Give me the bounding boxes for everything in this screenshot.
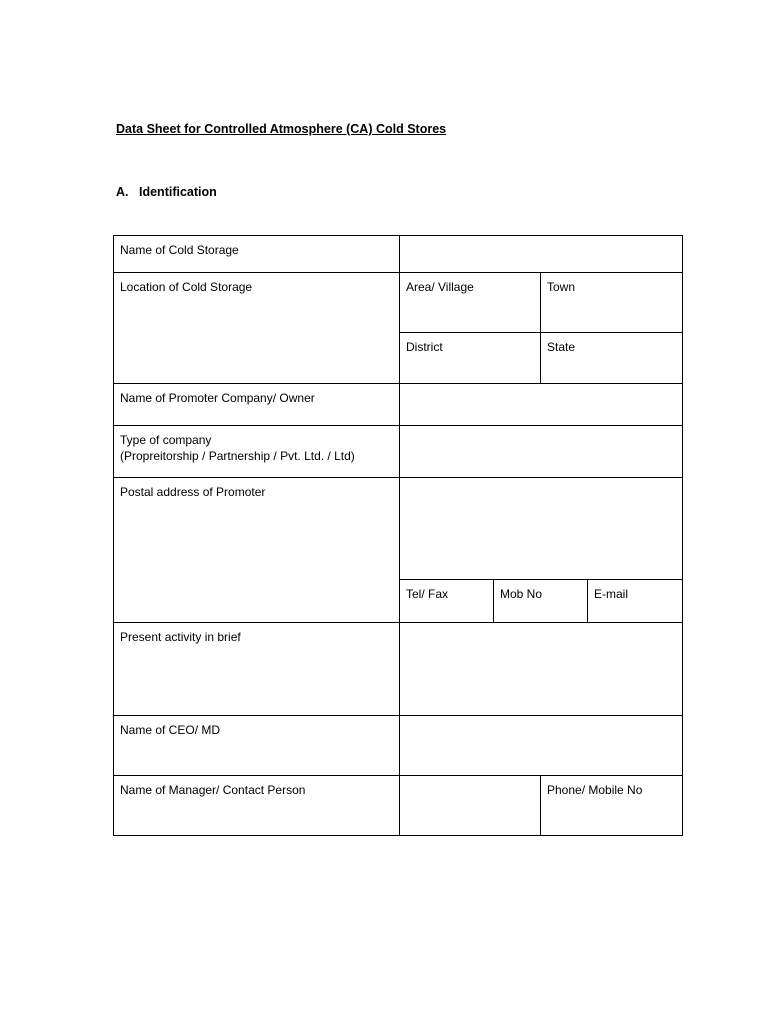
label-tel-fax: Tel/ Fax (406, 587, 449, 601)
promoter-name-field[interactable] (400, 384, 683, 426)
section-title: Identification (139, 185, 217, 199)
row-location-1 (114, 273, 683, 333)
phone-mobile-field[interactable] (541, 776, 683, 836)
present-activity-field[interactable] (400, 623, 683, 716)
label-cold-storage-name: Name of Cold Storage (114, 236, 400, 273)
label-manager-contact: Name of Manager/ Contact Person (114, 776, 400, 836)
section-number: A. (116, 185, 129, 199)
district-field[interactable] (400, 333, 541, 384)
row-cold-storage-name (114, 236, 683, 273)
tel-fax-field[interactable] (400, 580, 494, 623)
mob-no-field[interactable] (494, 580, 588, 623)
row-manager-contact (114, 776, 683, 836)
row-present-activity (114, 623, 683, 716)
label-phone-mobile: Phone/ Mobile No (547, 783, 643, 797)
label-company-type (114, 426, 400, 478)
row-promoter-name (114, 384, 683, 426)
label-mob-no: Mob No (500, 587, 543, 601)
row-ceo-md (114, 716, 683, 776)
company-type-field[interactable] (400, 426, 683, 478)
label-area-village: Area/ Village (406, 280, 474, 294)
label-company-type-line2: (Propreitorship / Partnership / Pvt. Ltd. / Ltd) (120, 449, 355, 463)
area-village-field[interactable] (400, 273, 541, 333)
manager-contact-field[interactable] (400, 776, 541, 836)
cold-storage-name-field[interactable] (400, 236, 683, 273)
identification-form-table (113, 235, 683, 836)
label-postal-address: Postal address of Promoter (114, 478, 400, 623)
label-promoter-name: Name of Promoter Company/ Owner (114, 384, 400, 426)
label-company-type-line1: Type of company (120, 433, 212, 447)
label-location: Location of Cold Storage (114, 273, 400, 384)
ceo-md-field[interactable] (400, 716, 683, 776)
postal-address-field[interactable] (400, 478, 683, 580)
row-company-type (114, 426, 683, 478)
section-heading (116, 185, 217, 199)
document-title: Data Sheet for Controlled Atmosphere (CA) Cold Stores (116, 122, 447, 136)
row-postal-address-1 (114, 478, 683, 580)
label-present-activity: Present activity in brief (114, 623, 400, 716)
town-field[interactable] (541, 273, 683, 333)
label-ceo-md: Name of CEO/ MD (114, 716, 400, 776)
label-town: Town (547, 280, 576, 294)
label-state: State (547, 340, 576, 354)
email-field[interactable] (588, 580, 683, 623)
label-district: District (406, 340, 443, 354)
label-email: E-mail (594, 587, 629, 601)
state-field[interactable] (541, 333, 683, 384)
